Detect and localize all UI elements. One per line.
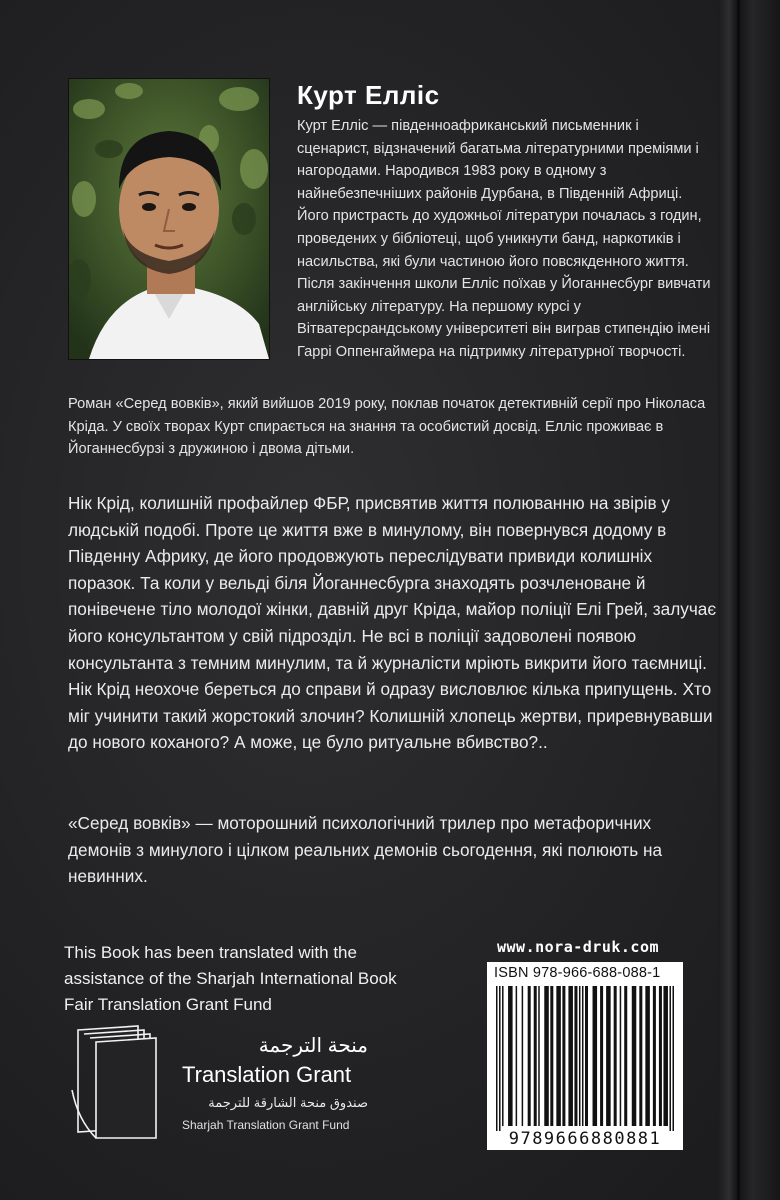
grant-arabic-title: منحة الترجمة — [258, 1035, 368, 1057]
barcode-bar — [624, 986, 627, 1126]
book-blurb: Нік Крід, колишній профайлер ФБР, присвятив життя полюванню на звірів у людській подобі. Проте це життя вже в минулому, він повернувся додому в Південну Африку, де його продовжують переслідувати привиди колишніх поразок. Та коли у вельді біля Йоганнесбурга знаходять розчленоване й понівечене тіло молодої жінки, давній друг Кріда, майор поліції Елі Грей, залучає його консультантом у свій підрозділ. Не всі в поліції задоволені появою консультанта з темним минулим, та й журналісти мріють викрити його таємниці. Нік Крід неохоче береться до справи й одразу висловлює кілька припущень. Хто міг учинити такий жорстокий злочин? Колишній хлопець жертви, приревнувавши до нового коханого? А може, це було ритуальне вбивство?.. — [68, 493, 717, 753]
barcode-bar — [538, 986, 540, 1126]
author-name: Курт Елліс — [297, 80, 440, 110]
barcode-bar — [620, 986, 622, 1126]
barcode-bar — [669, 986, 671, 1131]
spine-groove — [737, 0, 740, 1200]
barcode-bar — [593, 986, 598, 1126]
barcode-bar — [556, 986, 561, 1126]
book-blurb-summary: «Серед вовків» — моторошний психологічний трилер про метафоричних демонів з минулого і цілком реальних демонів сьогодення, які полюють на невинних. — [68, 813, 663, 887]
barcode-bar — [502, 986, 504, 1126]
barcode-bar — [614, 986, 617, 1126]
grant-title: Translation Grant — [182, 1062, 352, 1087]
barcode-bar — [528, 986, 531, 1126]
barcode-bar — [663, 986, 668, 1126]
open-book-icon — [68, 1020, 178, 1140]
barcode-bar — [579, 986, 581, 1126]
barcode-bar — [562, 986, 565, 1126]
barcode-bar — [516, 986, 518, 1126]
barcode-bar — [544, 986, 549, 1126]
author-bio-continued: Роман «Серед вовків», який вийшов 2019 року, поклав початок детективній серії про Ніколаса Кріда. У своїх творах Курт спирається на знання та особистий досвід. Елліс проживає в Йоганнесбурзі з дружиною і двома дітьми. — [68, 396, 706, 458]
author-photo — [68, 78, 270, 360]
barcode-bar — [522, 986, 524, 1126]
barcode-number: 9789666880881 — [508, 1129, 662, 1149]
author-bio: Курт Елліс — південноафриканський письменник і сценарист, відзначений багатьма літературними преміями і нагородами. Народився 1983 року в одному з найнебезпечніших районів Дурбана, в Південній Африці. Його пристрасть до художньої літератури почалась з годин, проведених у бібліотеці, щоб уникнути банд, наркотиків і насильства, які були частиною його повсякденного життя. Після закінчення школи Елліс поїхав у Йоганнесбург вивчати англійську літературу. На першому курсі у Вітватерсрандському університеті він виграв стипендію імені Гаррі Оппенгаймера на підтримку літературної творчості. — [297, 118, 711, 360]
barcode-bar — [499, 986, 501, 1131]
barcode-bar — [653, 986, 656, 1126]
barcode-bar — [632, 986, 637, 1126]
barcode-bar — [568, 986, 573, 1126]
barcode-bar — [585, 986, 588, 1126]
barcode-bar — [574, 986, 577, 1126]
isbn-label: ISBN 978-966-688-088-1 — [494, 965, 661, 981]
barcode-bar — [534, 986, 537, 1126]
barcode-bar — [659, 986, 662, 1126]
barcode-bar — [582, 986, 584, 1126]
grant-arabic-subtitle: صندوق منحة الشارقة للترجمة — [208, 1095, 368, 1110]
barcode-bar — [600, 986, 603, 1126]
grant-subtitle: Sharjah Translation Grant Fund — [182, 1118, 350, 1132]
barcode-bar — [639, 986, 642, 1126]
grant-statement: This Book has been translated with the assistance of the Sharjah International Book Fair Translation Grant Fund — [64, 943, 397, 1014]
barcode-bar — [606, 986, 611, 1126]
barcode-bars — [496, 986, 676, 1131]
barcode-bar — [672, 986, 674, 1131]
barcode-bar — [496, 986, 498, 1131]
book-spine — [718, 0, 780, 1200]
publisher-website: www.nora-druk.com — [497, 938, 660, 956]
barcode-bar — [508, 986, 513, 1126]
barcode-bar — [645, 986, 650, 1126]
barcode-bar — [550, 986, 553, 1126]
